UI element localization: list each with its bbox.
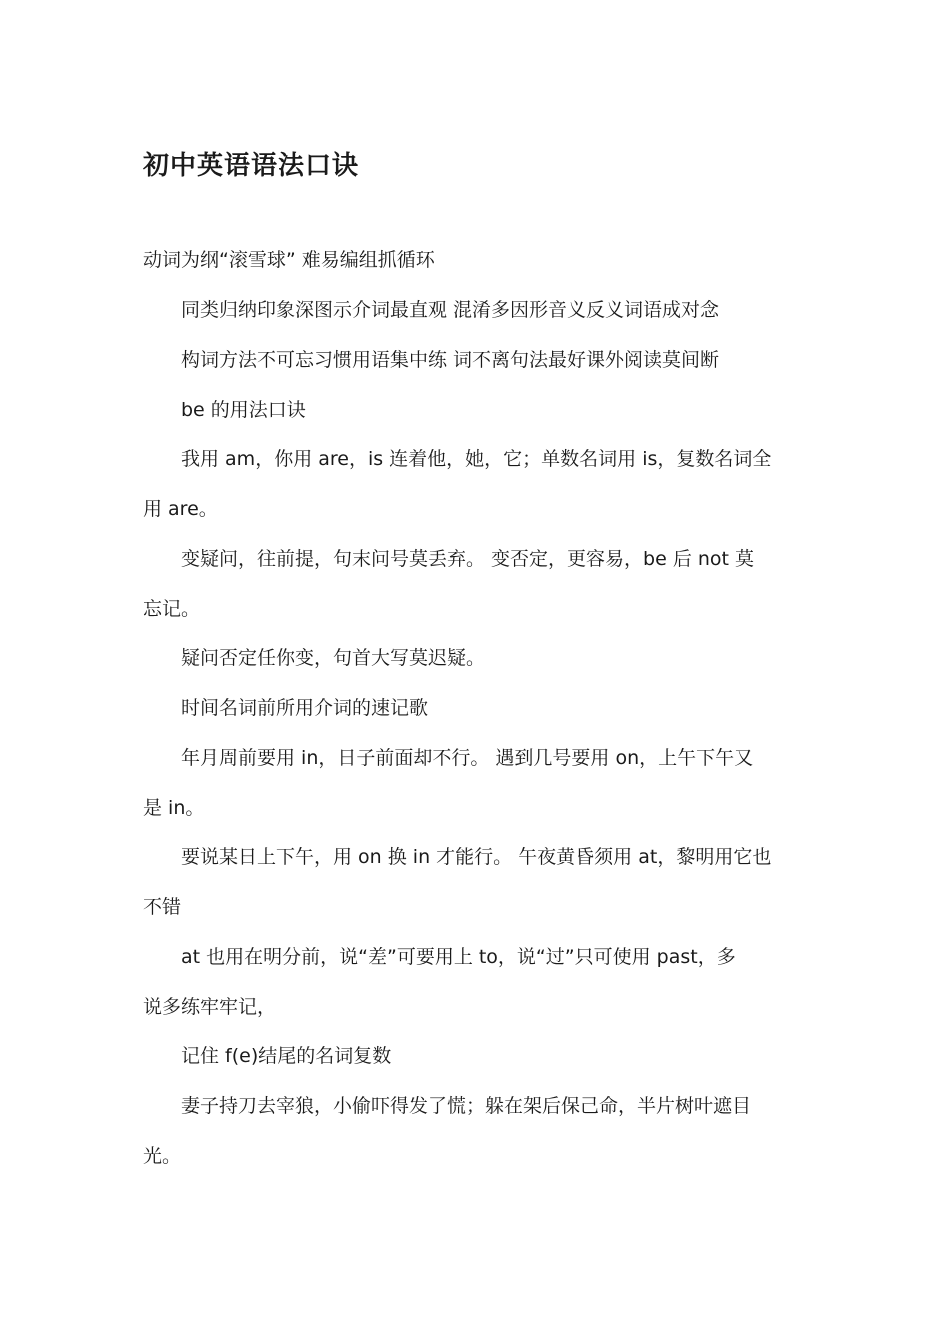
- text-line: at 也用在明分前，说“差”可要用上 to，说“过”只可使用 past，多: [181, 946, 736, 968]
- text-line: 妻子持刀去宰狼，小偷吓得发了慌；躲在架后保己命，半片树叶遮目: [181, 1095, 752, 1117]
- text-line: 构词方法不可忘习惯用语集中练 词不离句法最好课外阅读莫间断: [181, 349, 720, 371]
- text-line: 忘记。: [143, 598, 201, 620]
- text-line: 光。: [143, 1145, 182, 1167]
- text-line: 动词为纲“滚雪球” 难易编组抓循环: [143, 249, 435, 271]
- section-heading: 时间名词前所用介词的速记歌: [181, 697, 429, 719]
- document-title: 初中英语语法口诀: [143, 151, 360, 181]
- text-line: 我用 am，你用 are，is 连着他，她，它；单数名词用 is，复数名词全: [181, 448, 772, 470]
- text-line: 是 in。: [143, 797, 205, 819]
- text-line: 要说某日上下午，用 on 换 in 才能行。 午夜黄昏须用 at，黎明用它也: [181, 846, 772, 868]
- text-line: 不错: [143, 896, 182, 918]
- text-line: 疑问否定任你变，句首大写莫迟疑。: [181, 647, 486, 669]
- text-line: 用 are。: [143, 498, 218, 520]
- text-line: 同类归纳印象深图示介词最直观 混淆多因形音义反义词语成对念: [181, 299, 720, 321]
- text-line: 年月周前要用 in，日子前面却不行。 遇到几号要用 on，上午下午又: [181, 747, 754, 769]
- text-line: 说多练牢牢记，: [143, 996, 277, 1018]
- text-line: 变疑问，往前提，句末问号莫丢弃。 变否定，更容易，be 后 not 莫: [181, 548, 755, 570]
- section-heading: be 的用法口诀: [181, 399, 306, 421]
- section-heading: 记住 f(e)结尾的名词复数: [181, 1045, 392, 1067]
